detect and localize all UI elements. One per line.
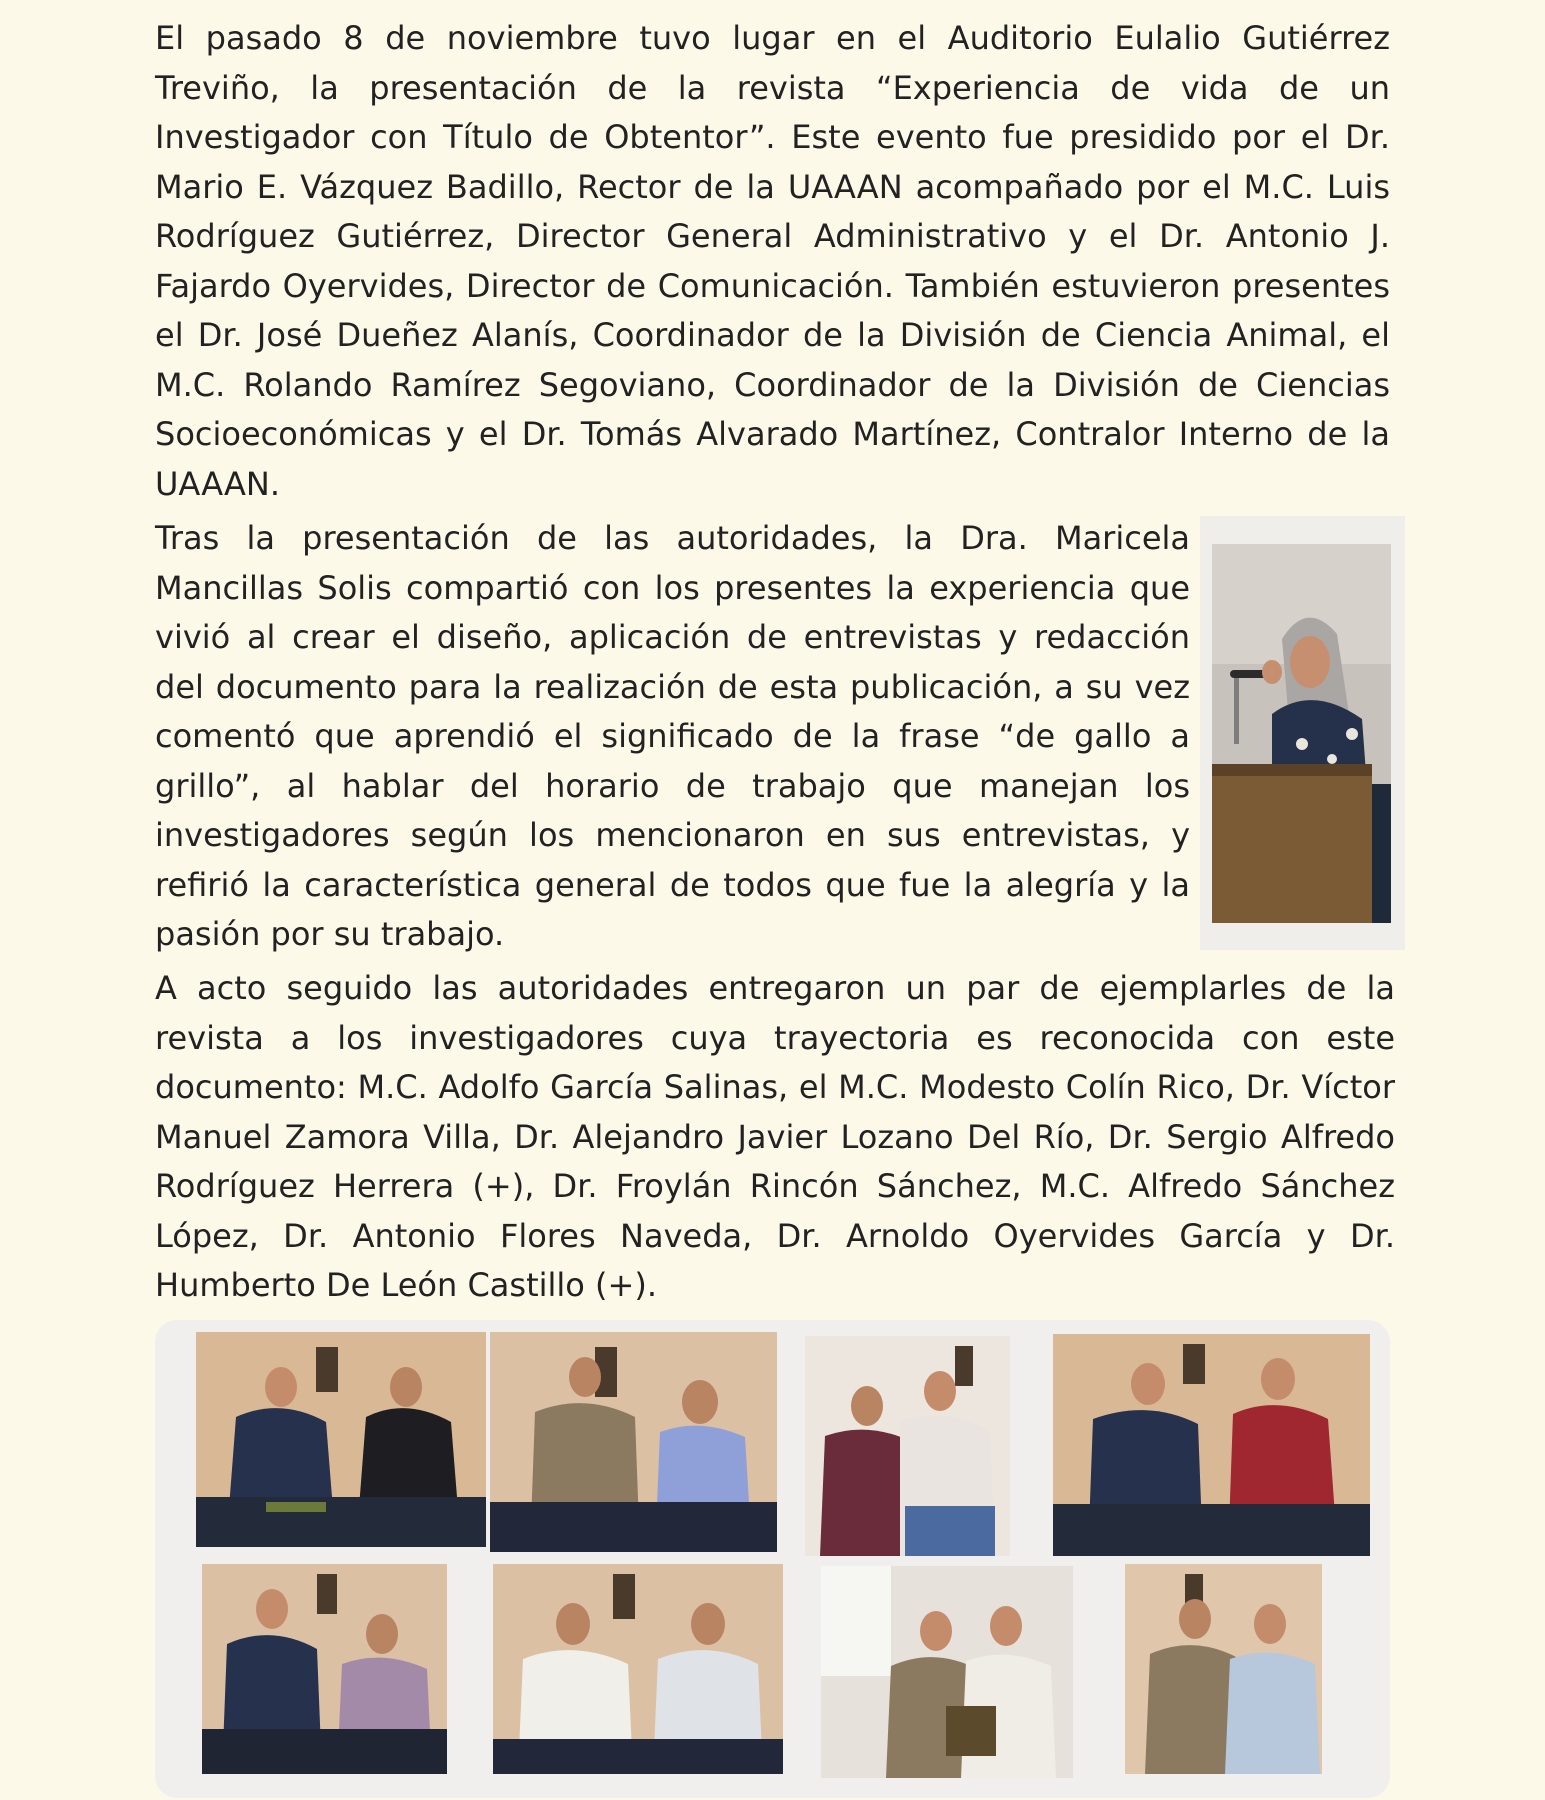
gallery-photo-6: [493, 1564, 783, 1774]
paragraph-event-intro: El pasado 8 de noviembre tuvo lugar en el Auditorio Eulalio Gutiérrez Treviño, la presentación de la revista “Experiencia de vida de un Investigador con Título de Obtentor”. Este evento fue presidido por el Dr. Mario E. Vázquez Badillo, Rector de la UAAAN acompañado por el M.C. Luis Rodríguez Gutiérrez, Director General Administrativo y el Dr. Antonio J. Fajardo Oyervides, Director de Comunicación. También estuvieron presentes el Dr. José Dueñez Alanís, Coordinador de la División de Ciencia Animal, el M.C. Rolando Ramírez Segoviano, Coordinador de la División de Ciencias Socioeconómicas y el Dr. Tomás Alvarado Martínez, Contralor Interno de la UAAAN.: [155, 19, 1390, 503]
gallery-photo-1: [196, 1332, 486, 1547]
gallery-photo-7: [821, 1566, 1073, 1778]
gallery-photo-2: [490, 1332, 777, 1552]
speaker-photo: [1212, 544, 1391, 923]
photo-gallery: [155, 1320, 1390, 1798]
gallery-photo-4: [1053, 1334, 1370, 1556]
gallery-photo-3: [805, 1336, 1010, 1556]
paragraph-recognition-list: A acto seguido las autoridades entregaron un par de ejemplarles de la revista a los investigadores cuya trayectoria es reconocida con este documento: M.C. Adolfo García Salinas, el M.C. Modesto Colín Rico, Dr. Víctor Manuel Zamora Villa, Dr. Alejandro Javier Lozano Del Río, Dr. Sergio Alfredo Rodríguez Herrera (+), Dr. Froylán Rincón Sánchez, M.C. Alfredo Sánchez López, Dr. Antonio Flores Naveda, Dr. Arnoldo Oyervides García y Dr. Humberto De León Castillo (+).: [155, 969, 1395, 1304]
gallery-photo-8: [1125, 1564, 1322, 1774]
gallery-photo-5: [202, 1564, 447, 1774]
speaker-photo-frame: [1200, 516, 1405, 950]
paragraph-speaker-remarks: Tras la presentación de las autoridades, la Dra. Maricela Mancillas Solis compartió con los presentes la experiencia que vivió al crear el diseño, aplicación de entrevistas y redacción del documento para la realización de esta publicación, a su vez comentó que aprendió el significado de la frase “de gallo a grillo”, al hablar del horario de trabajo que manejan los investigadores según los mencionaron en sus entrevistas, y refirió la característica general de todos que fue la alegría y la pasión por su trabajo.: [155, 519, 1190, 953]
